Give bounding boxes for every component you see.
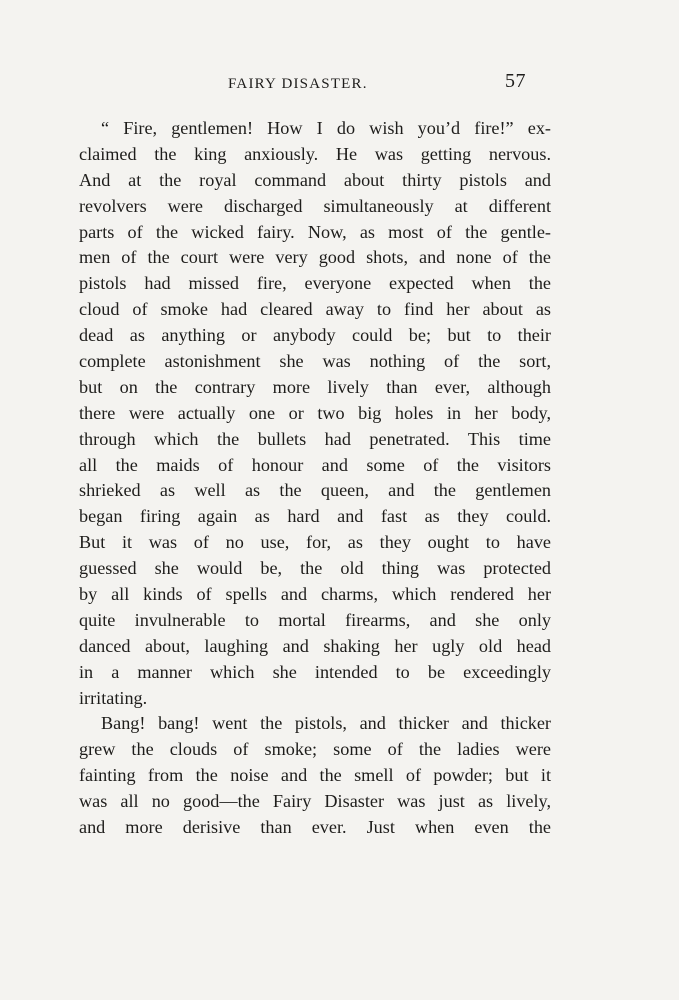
text-line: by all kinds of spells and charms, which rendered her [79, 584, 551, 605]
text-line: “ Fire, gentlemen! How I do wish you’d fire!” ex- [101, 118, 551, 138]
text-line: grew the clouds of smoke; some of the ladies were [79, 739, 551, 760]
text-line: men of the court were very good shots, and none of the [79, 247, 551, 268]
text-line: guessed she would be, the old thing was protected [79, 558, 551, 579]
text-line: in a manner which she intended to be exceedingly [79, 661, 551, 682]
text-line: cloud of smoke had cleared away to find her about as [79, 299, 551, 320]
text-line: through which the bullets had penetrated. This time [79, 428, 551, 449]
text-line: and more derisive than ever. Just when even the [79, 817, 551, 838]
text-line: Bang! bang! went the pistols, and thicker and thicker [101, 713, 551, 734]
text-line: claimed the king anxiously. He was getting nervous. [79, 143, 551, 164]
running-head: FAIRY DISASTER. [228, 76, 368, 92]
text-line: there were actually one or two big holes in her body, [79, 402, 551, 423]
text-line: But it was of no use, for, as they ought to have [79, 532, 551, 553]
text-line: revolvers were discharged simultaneously at different [79, 195, 551, 216]
text-line: shrieked as well as the queen, and the gentlemen [79, 480, 551, 501]
text-line: but on the contrary more lively than ever, although [79, 376, 551, 397]
text-line: pistols had missed fire, everyone expected when the [79, 273, 551, 294]
text-line: quite invulnerable to mortal firearms, and she only [79, 609, 551, 630]
text-line: began firing again as hard and fast as they could. [79, 506, 551, 527]
text-line: complete astonishment she was nothing of the sort, [79, 351, 551, 372]
text-line: all the maids of honour and some of the visitors [79, 454, 551, 475]
text-line: fainting from the noise and the smell of powder; but it [79, 765, 551, 786]
text-line: And at the royal command about thirty pistols and [79, 169, 551, 190]
page-number: 57 [505, 70, 526, 92]
text-line: parts of the wicked fairy. Now, as most of the gentle- [79, 221, 551, 242]
body-text [79, 116, 551, 841]
text-line: danced about, laughing and shaking her ugly old head [79, 635, 551, 656]
text-line: dead as anything or anybody could be; but to their [79, 325, 551, 346]
text-line: was all no good—the Fairy Disaster was just as lively, [79, 791, 551, 812]
text-line: irritating. [79, 687, 148, 708]
